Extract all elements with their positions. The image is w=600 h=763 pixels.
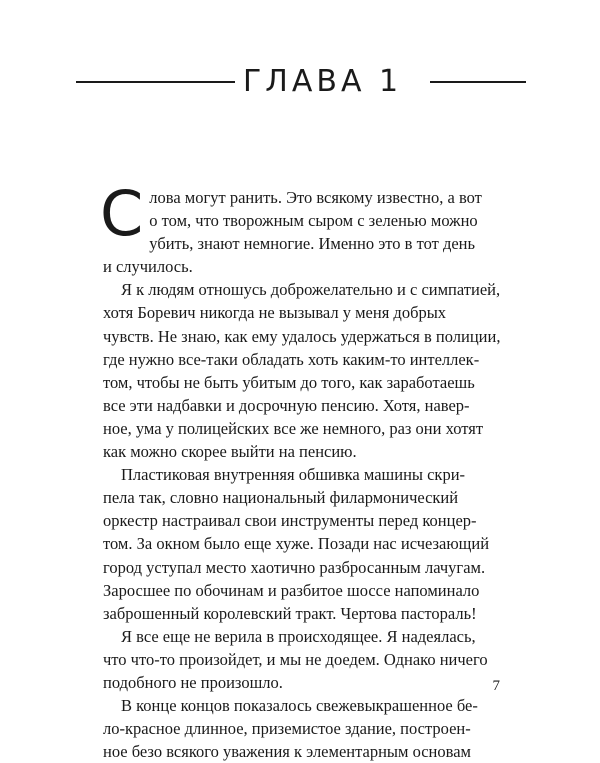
text-line: Заросшее по обочинам и разбитое шоссе напоминало [103,580,480,600]
text-line: ное, ума у полицейских все же немного, раз они хотят [103,418,484,438]
text-line: ло-красное длинное, приземистое здание, построен- [103,719,471,739]
text-line: Я к людям отношусь доброжелательно и с симпатией, [121,280,501,300]
text-line: Я все еще не верила в происходящее. Я надеялась, [121,626,476,646]
text-line: подобного не произошло. [103,672,283,692]
paragraph-4 [103,625,503,694]
body-text [100,177,503,763]
text-line: о том, что творожным сыром с зеленью можно [149,211,478,231]
text-line: заброшенный королевский тракт. Чертова пастораль! [103,603,477,623]
paragraph-2 [103,278,503,463]
text-line: чувств. Не знаю, как ему удалось удержаться в полиции, [103,326,501,346]
text-line: ное безо всякого уважения к элементарным основам [103,742,471,762]
drop-cap: С [100,177,144,250]
header-rule-right [430,81,526,83]
chapter-title: ГЛАВА 1 [243,64,403,99]
text-line: том. За окном было еще хуже. Позади нас исчезающий [103,534,490,554]
text-line: что что-то произойдет, и мы не доедем. Однако ничего [103,649,488,669]
text-line: В конце концов показалось свежевыкрашенное бе- [121,696,478,716]
text-line: том, чтобы не быть убитым до того, как заработаешь [103,372,475,392]
text-line: оркестр настраивал свои инструменты перед концер- [103,511,477,531]
text-line: и случилось. [103,257,193,277]
text-line: все эти надбавки и досрочную пенсию. Хотя, навер- [103,395,470,415]
paragraph-3 [103,463,503,625]
chapter-header [76,62,526,102]
text-line: где нужно все-таки обладать хоть каким-то интеллек- [103,349,480,369]
text-line: хотя Боревич никогда не вызывал у меня добрых [103,303,447,323]
text-line: убить, знают немногие. Именно это в тот день [149,234,476,254]
paragraph-5 [103,694,503,763]
text-line: пела так, словно национальный филармонический [103,488,459,508]
text-line: город уступал место хаотично разбросанным лачугам. [103,557,486,577]
text-line: Пластиковая внутренняя обшивка машины скри- [121,465,466,485]
paragraph-1 [100,177,503,278]
header-rule-left [76,81,235,83]
page-number: 7 [492,678,500,694]
text-line: лова могут ранить. Это всякому известно, а вот [149,188,482,207]
text-line: как можно скорее выйти на пенсию. [103,442,357,462]
